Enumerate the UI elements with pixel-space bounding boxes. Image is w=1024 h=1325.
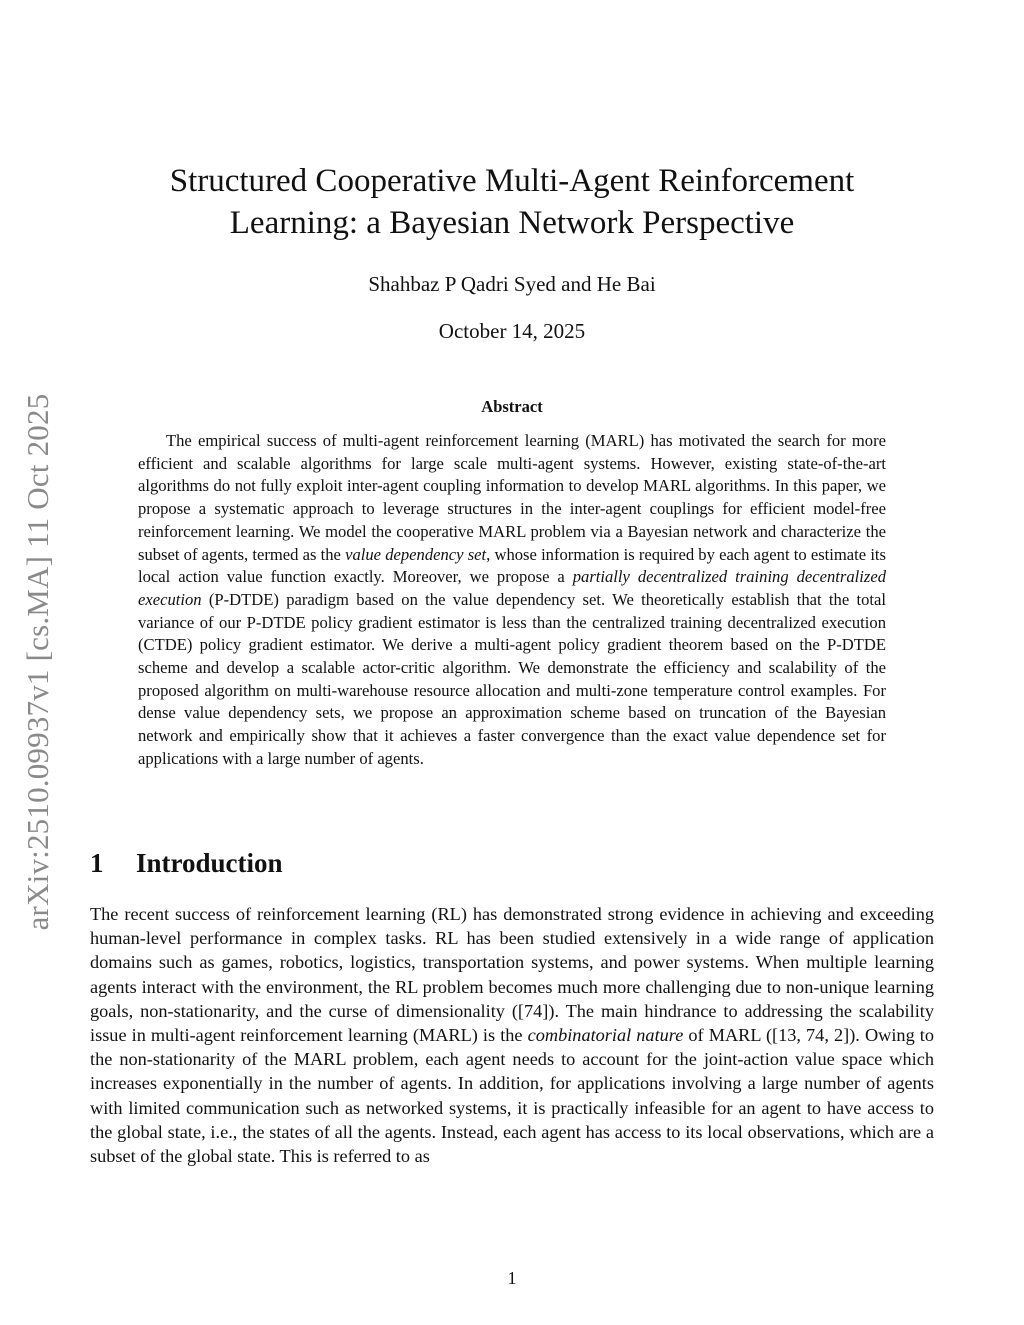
abstract-emphasis-1: value dependency set xyxy=(345,544,487,564)
authors: Shahbaz P Qadri Syed and He Bai xyxy=(368,272,656,296)
publication-date: October 14, 2025 xyxy=(438,319,586,343)
title-line-2: Learning: a Bayesian Network Perspective xyxy=(229,205,795,241)
abstract-text-1: The empirical success of multi-agent reinforcement learning (MARL) has motivated the search for more efficient and scalable algorithms for large scale multi-agent systems. However, existing state-of-the-art algorithms do not fully exploit inter-agent coupling information to develop MARL algorithms. In this paper, we propose a systematic approach to leverage structures in the inter-agent couplings for efficient model-free reinforcement learning. We model the cooperative MARL problem via a Bayesian network and characterize the subset of agents, termed as the xyxy=(138,431,886,564)
intro-text-2: of MARL ([13, 74, 2]). Owing to the non-stationarity of the MARL problem, each agent needs to account for the joint-action value space which increases exponentially in the number of agents. In addition, for applications involving a large number of agents with limited communication such as networked systems, it is practically infeasible for an agent to have access to the global state, i.e., the states of all the agents. Instead, each agent has access to its local observations, which are a subset of the global state. This is referred to as xyxy=(90,1025,935,1167)
arxiv-identifier-stamp: arXiv:2510.09937v1 [cs.MA] 11 Oct 2025 xyxy=(20,393,55,931)
abstract-emphasis-2: partially decentralized training decentralized execution xyxy=(138,567,886,609)
title-line-1: Structured Cooperative Multi-Agent Reinforcement xyxy=(169,163,855,199)
section-title: Introduction xyxy=(136,848,283,878)
abstract-heading: Abstract xyxy=(481,397,543,416)
section-number: 1 xyxy=(90,848,104,878)
abstract-body xyxy=(138,430,886,771)
section-heading-introduction xyxy=(90,848,283,879)
abstract-text-2: , whose information is required by each agent to estimate its local action value function exactly. Moreover, we propose a xyxy=(138,544,886,587)
intro-text-1: The recent success of reinforcement learning (RL) has demonstrated strong evidence in achieving and exceeding human-level performance in complex tasks. RL has been studied extensively in a wide range of application domains such as games, robotics, logistics, transportation systems, and power systems. When multiple learning agents interact with the environment, the RL problem becomes much more challenging due to non-unique learning goals, non-stationarity, and the curse of dimensionality ([74]). The main hindrance to addressing the scalability issue in multi-agent reinforcement learning (MARL) is the xyxy=(90,904,934,1046)
page-number: 1 xyxy=(507,1268,517,1288)
abstract-text-3: (P-DTDE) paradigm based on the value dependency set. We theoretically establish that the total variance of our P-DTDE policy gradient estimator is less than the centralized training decentralized execution (CTDE) policy gradient estimator. We derive a multi-agent policy gradient theorem based on the P-DTDE scheme and develop a scalable actor-critic algorithm. We demonstrate the efficiency and scalability of the proposed algorithm on multi-warehouse resource allocation and multi-zone temperature control examples. For dense value dependency sets, we propose an approximation scheme based on truncation of the Bayesian network and empirically show that it achieves a faster convergence than the exact value dependence set for applications with a large number of agents. xyxy=(138,589,886,768)
intro-emphasis-1: combinatorial nature xyxy=(527,1025,684,1046)
introduction-body xyxy=(90,902,934,1168)
paper-title xyxy=(130,160,894,244)
